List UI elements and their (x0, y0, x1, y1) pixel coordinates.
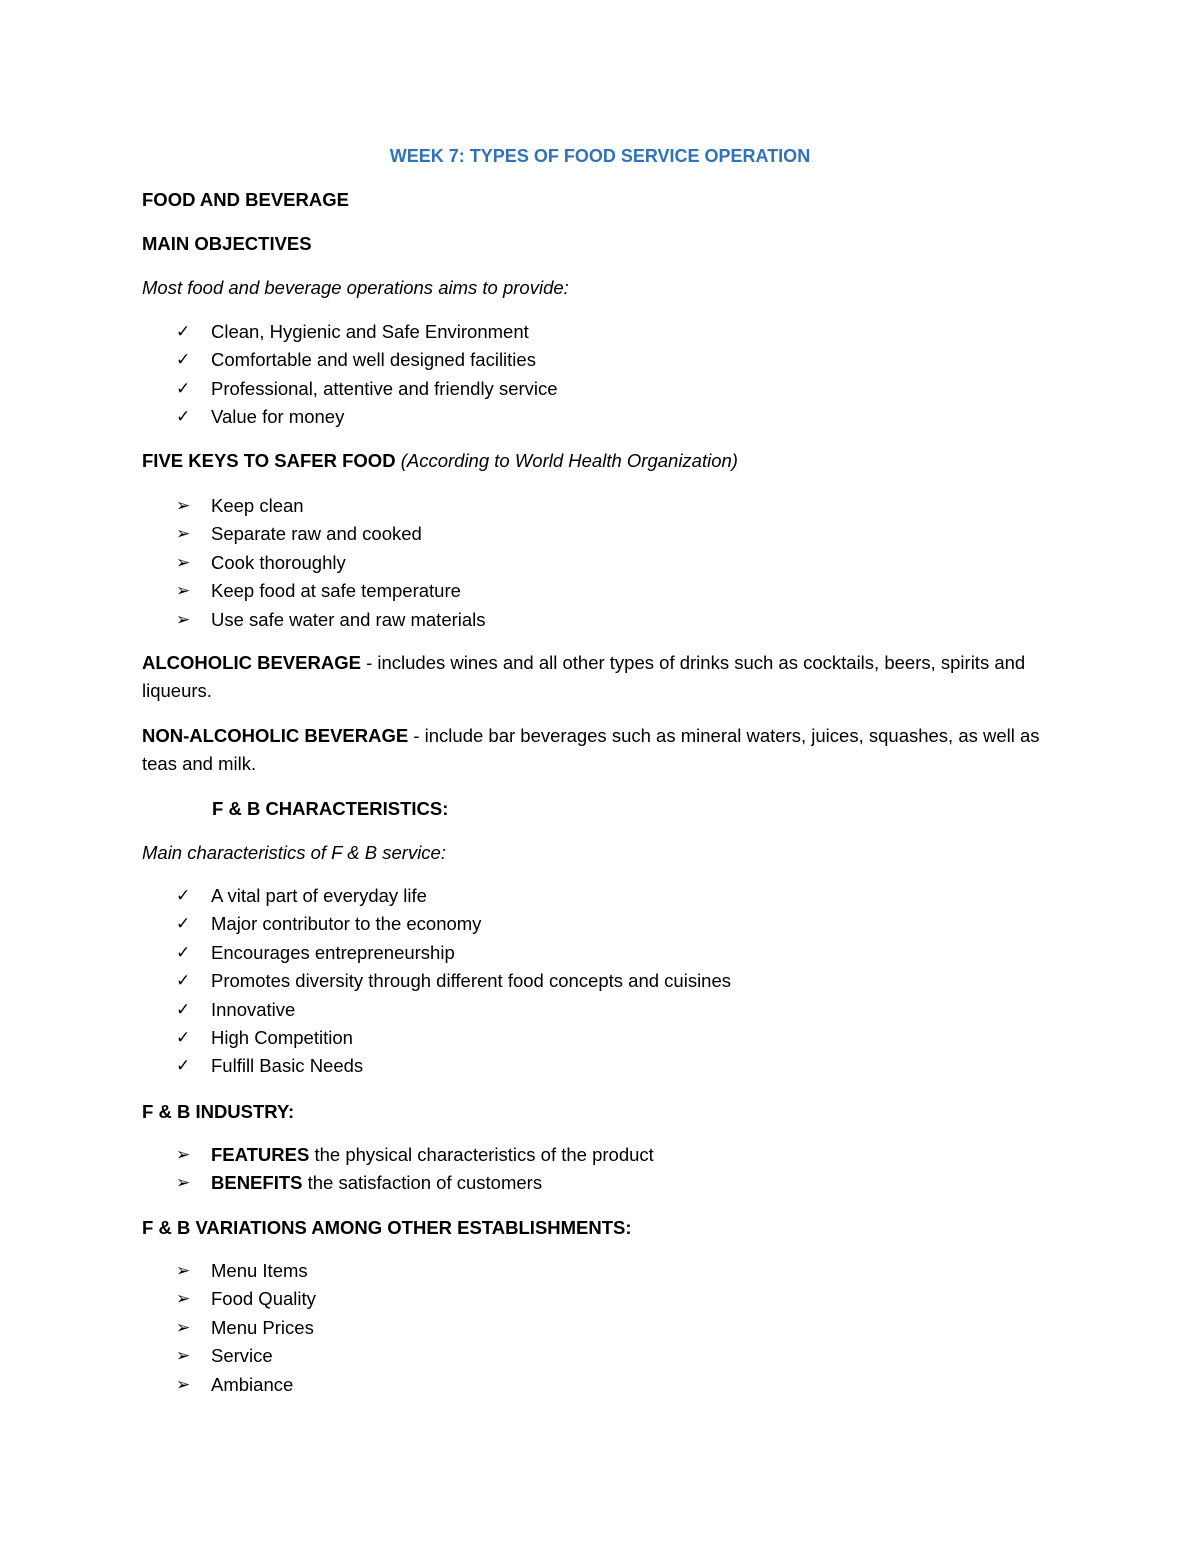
arrowhead-bullet-icon: ➢ (176, 1317, 191, 1338)
arrowhead-bullet-icon: ➢ (176, 552, 191, 573)
checkmark-icon: ✓ (176, 914, 191, 935)
list-item: ➢ Food Quality (176, 1285, 316, 1313)
arrowhead-bullet-icon: ➢ (176, 496, 191, 516)
list-item: ✓ Fulfill Basic Needs (176, 1052, 731, 1080)
list-item: ➢ Use safe water and raw materials (176, 606, 486, 634)
list-item: ➢ BENEFITS the satisfaction of customers (176, 1169, 654, 1197)
list-item: ✓ Professional, attentive and friendly service (176, 375, 558, 403)
list-item: ✓ Comfortable and well designed facilities (176, 346, 558, 374)
checkmark-icon: ✓ (176, 407, 191, 428)
list-item: ➢ Service (176, 1342, 316, 1370)
checkmark-icon: ✓ (176, 322, 191, 342)
list-item: ✓ Promotes diversity through different food concepts and cuisines (176, 967, 731, 995)
checkmark-icon: ✓ (176, 999, 191, 1020)
arrowhead-bullet-icon: ➢ (176, 1374, 191, 1395)
checkmark-icon: ✓ (176, 1027, 191, 1048)
list-item: ✓ Major contributor to the economy (176, 910, 731, 938)
industry-heading: F & B INDUSTRY: (142, 1101, 295, 1122)
arrowhead-bullet-icon: ➢ (176, 1173, 191, 1194)
list-item: ➢ Keep food at safe temperature (176, 577, 486, 605)
list-item: ➢ Menu Items (176, 1257, 316, 1285)
checkmark-icon: ✓ (176, 1056, 191, 1077)
checkmark-icon: ✓ (176, 350, 191, 371)
checkmark-icon: ✓ (176, 886, 191, 906)
arrowhead-bullet-icon: ➢ (176, 1145, 191, 1165)
checkmark-icon: ✓ (176, 942, 191, 963)
arrowhead-bullet-icon: ➢ (176, 1346, 191, 1367)
arrowhead-bullet-icon: ➢ (176, 609, 191, 630)
checkmark-icon: ✓ (176, 378, 191, 399)
section-heading-food-beverage: FOOD AND BEVERAGE (142, 189, 349, 210)
arrowhead-bullet-icon: ➢ (176, 1289, 191, 1310)
characteristics-intro: Main characteristics of F & B service: (142, 842, 446, 863)
non-alcoholic-beverage-definition: NON-ALCOHOLIC BEVERAGE - include bar beverages such as mineral waters, juices, squashes, as well as teas and milk. (142, 725, 1040, 774)
arrowhead-bullet-icon: ➢ (176, 1261, 191, 1281)
list-item: ➢ Cook thoroughly (176, 549, 486, 577)
list-item: ➢ FEATURES the physical characteristics of the product (176, 1141, 654, 1169)
page-title: WEEK 7: TYPES OF FOOD SERVICE OPERATION (389, 146, 811, 166)
arrowhead-bullet-icon: ➢ (176, 524, 191, 545)
variations-list (176, 1257, 316, 1399)
objectives-list (176, 318, 558, 432)
list-item: ➢ Menu Prices (176, 1314, 316, 1342)
list-item: ✓ High Competition (176, 1024, 731, 1052)
arrowhead-bullet-icon: ➢ (176, 581, 191, 602)
list-item: ✓ Encourages entrepreneurship (176, 939, 731, 967)
five-keys-list (176, 492, 486, 634)
list-item: ➢ Ambiance (176, 1371, 316, 1399)
variations-heading: F & B VARIATIONS AMONG OTHER ESTABLISHMENTS: (142, 1217, 632, 1238)
industry-list (176, 1141, 654, 1198)
objectives-intro: Most food and beverage operations aims to provide: (142, 277, 569, 298)
list-item: ✓ A vital part of everyday life (176, 882, 731, 910)
five-keys-heading: FIVE KEYS TO SAFER FOOD (According to World Health Organization) (142, 450, 738, 471)
list-item: ✓ Value for money (176, 403, 558, 431)
characteristics-heading: F & B CHARACTERISTICS: (212, 798, 449, 819)
list-item: ➢ Keep clean (176, 492, 486, 520)
list-item: ➢ Separate raw and cooked (176, 520, 486, 548)
list-item: ✓ Innovative (176, 996, 731, 1024)
list-item: ✓ Clean, Hygienic and Safe Environment (176, 318, 558, 346)
alcoholic-beverage-definition: ALCOHOLIC BEVERAGE - includes wines and all other types of drinks such as cocktails, beers, spirits and liqueurs. (142, 652, 1026, 701)
characteristics-list (176, 882, 731, 1081)
checkmark-icon: ✓ (176, 971, 191, 992)
main-objectives-heading: MAIN OBJECTIVES (142, 233, 312, 254)
